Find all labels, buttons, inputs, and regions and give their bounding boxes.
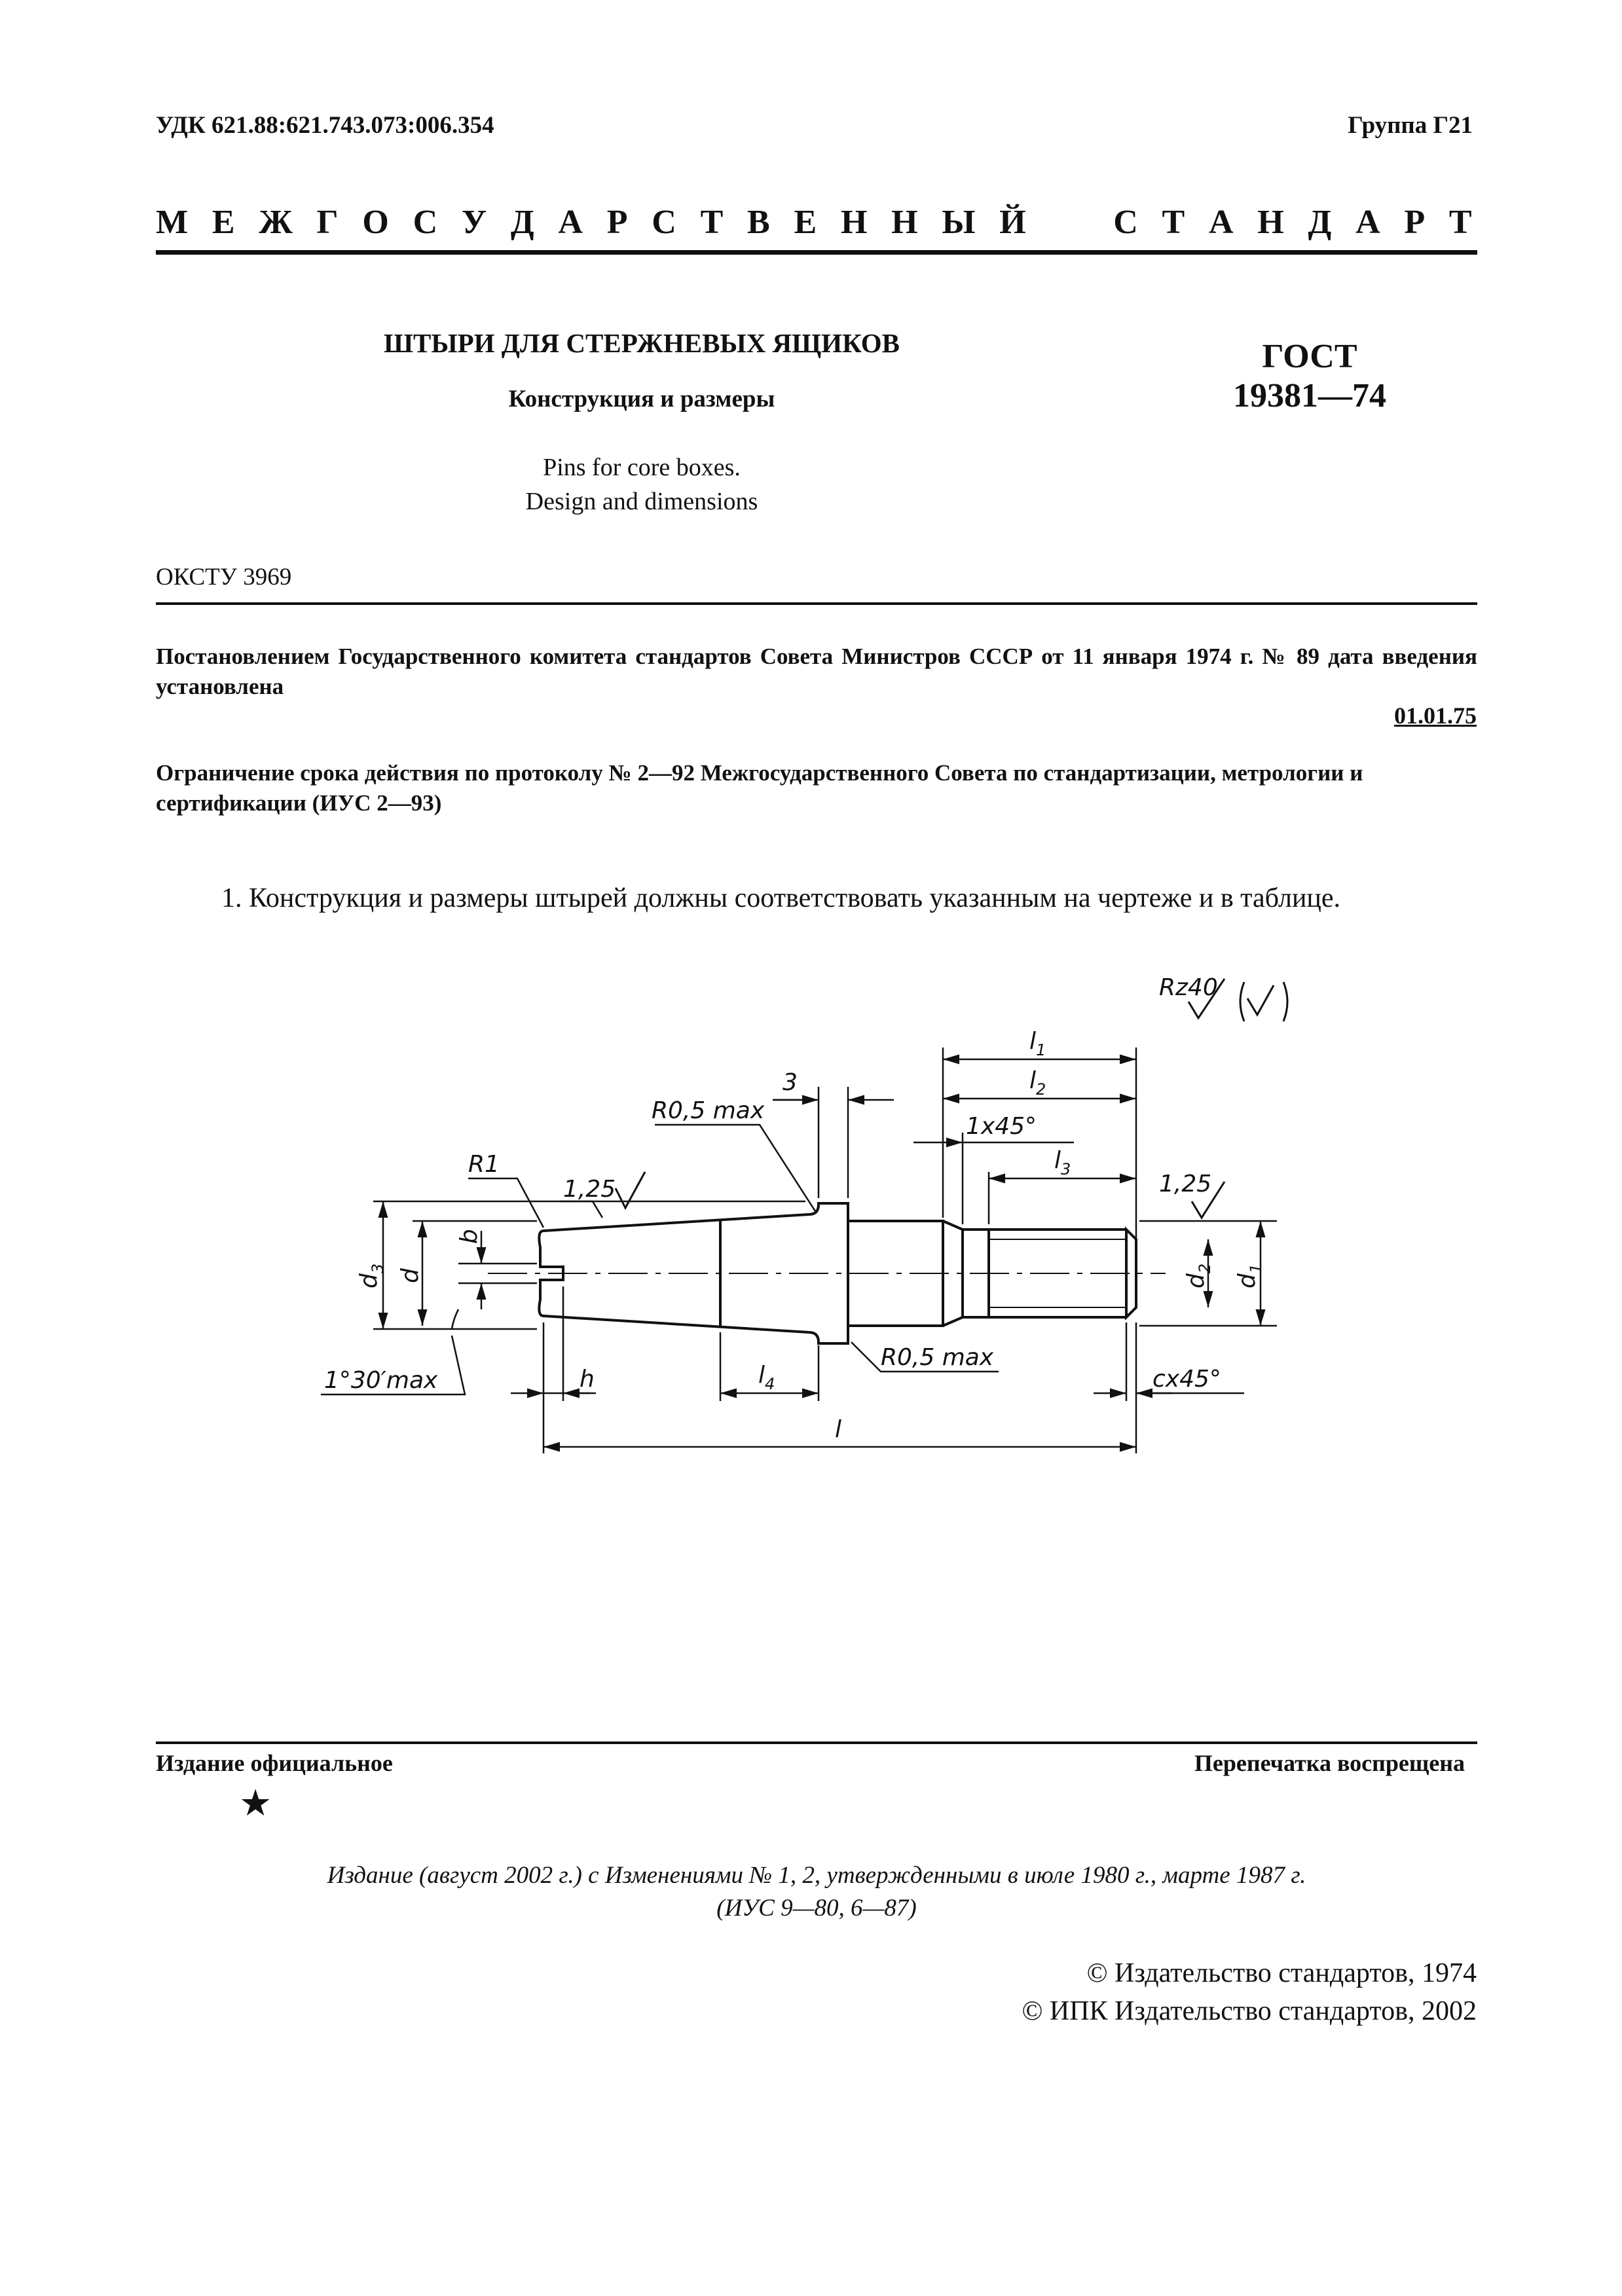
- udk-code: УДК 621.88:621.743.073:006.354: [156, 112, 494, 139]
- heading-letter: Н: [840, 204, 868, 241]
- heading-letter: Е: [212, 204, 235, 241]
- d2-label: $d_2$: [1183, 1263, 1214, 1288]
- drawing-labels: [324, 974, 1265, 1443]
- group-code: Группа Г21: [1348, 112, 1473, 139]
- angle-label: 1°30′max: [324, 1367, 438, 1394]
- heading-letter: С: [413, 204, 438, 241]
- heading-letter: Т: [1448, 204, 1472, 241]
- heading-letter: А: [1208, 204, 1234, 241]
- heading-letter: У: [461, 204, 487, 241]
- heading-letter: Т: [1162, 204, 1185, 241]
- d3-label: $d_3$: [356, 1263, 387, 1288]
- heading-letter: В: [747, 204, 770, 241]
- r05-top-label: R0,5 max: [652, 1097, 765, 1124]
- document-title: ШТЫРИ ДЛЯ СТЕРЖНЕВЫХ ЯЩИКОВ: [383, 328, 900, 358]
- english-title-line-2: Design and dimensions: [525, 488, 758, 515]
- heading-letter: Г: [316, 204, 339, 241]
- gost-number: 19381—74: [1233, 377, 1386, 414]
- star-icon: ★: [239, 1783, 272, 1824]
- l1-label: $l_1$: [1029, 1028, 1046, 1059]
- d1-label: $d_1$: [1234, 1263, 1265, 1288]
- l2-label: $l_2$: [1029, 1067, 1046, 1099]
- heading-letter: О: [362, 204, 389, 241]
- heading-letter: А: [1355, 204, 1380, 241]
- copyright-1974: © Издательство стандартов, 1974: [1086, 1958, 1477, 1988]
- dimension-lines: [321, 1048, 1277, 1453]
- document-subtitle: Конструкция и размеры: [508, 386, 775, 412]
- heading-letter: М: [156, 204, 189, 241]
- l-label: l: [835, 1416, 842, 1443]
- heading-letter: С: [1113, 204, 1138, 241]
- edition-line-1: Издание (август 2002 г.) с Изменениями № 1, 2, утвержденными в июле 1980 г., марте 1987 г.: [327, 1862, 1306, 1889]
- copyright: [1022, 1954, 1477, 2030]
- paragraph-1: 1. Конструкция и размеры штырей должны соответствовать указанным на чертеже и в таблице.: [221, 883, 1341, 913]
- b-label: b: [456, 1229, 483, 1244]
- heading-letter: Т: [700, 204, 724, 241]
- r05-bottom-label: R0,5 max: [881, 1344, 994, 1371]
- english-title-line-1: Pins for core boxes.: [543, 454, 741, 481]
- limitation-text: Ограничение срока действия по протоколу № 2—92 Межгосударственного Совета по стандартизации, метрологии и сертификации (ИУС 2—93): [156, 760, 1363, 816]
- dimension-3-label: 3: [783, 1069, 798, 1096]
- cx45-label: cx45°: [1152, 1366, 1221, 1393]
- l3-label: $l_3$: [1054, 1147, 1071, 1178]
- heading-letter: Ы: [942, 204, 976, 241]
- heading-letter: Е: [794, 204, 817, 241]
- footer-rule: [156, 1741, 1477, 1744]
- edition-line-2: (ИУС 9—80, 6—87): [716, 1895, 917, 1922]
- d-label: d: [397, 1268, 424, 1283]
- heading-letter: Й: [999, 204, 1026, 241]
- decree-text: Постановлением Государственного комитета стандартов Совета Министров СССР от 11 января 1974 г. № 89 дата введения установлена: [156, 644, 1477, 699]
- reprint-prohibited: Перепечатка воспрещена: [1194, 1750, 1465, 1776]
- heading-letter: Р: [606, 204, 628, 241]
- roughness-125-right-label: 1,25: [1159, 1171, 1212, 1197]
- heading-letter: А: [558, 204, 583, 241]
- heading-letter: Н: [891, 204, 918, 241]
- heading-letter: Д: [510, 204, 534, 241]
- gost-label: ГОСТ: [1262, 338, 1357, 375]
- roughness-125-left-label: 1,25: [563, 1176, 616, 1203]
- official-edition: Издание официальное: [156, 1750, 393, 1776]
- edition-note: [156, 1859, 1477, 1925]
- heading-letter: Р: [1404, 204, 1426, 241]
- heading-letter: Н: [1257, 204, 1284, 241]
- heading-letter: Ж: [259, 204, 293, 241]
- okstu-code: ОКСТУ 3969: [156, 564, 292, 591]
- h-label: h: [580, 1366, 595, 1393]
- l4-label: $l_4$: [758, 1362, 775, 1393]
- copyright-2002: © ИПК Издательство стандартов, 2002: [1022, 1996, 1477, 2026]
- r1-label: R1: [468, 1151, 500, 1178]
- roughness-rz40-label: Rz40: [1159, 974, 1218, 1001]
- chamfer-1x45-label: 1x45°: [966, 1113, 1037, 1140]
- introduction-date: 01.01.75: [1394, 702, 1477, 729]
- heading-letter: Д: [1308, 204, 1332, 241]
- heading-letter: С: [652, 204, 676, 241]
